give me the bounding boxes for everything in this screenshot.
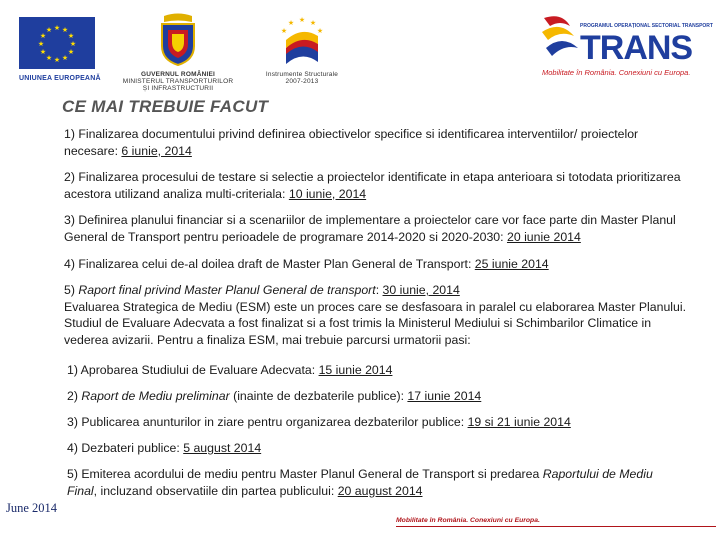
page-title: CE MAI TREBUIE FACUT: [62, 97, 269, 116]
subitem-2-italic: Raport de Mediu preliminar: [81, 389, 230, 403]
list-item: [64, 212, 694, 245]
svg-text:★: ★: [309, 19, 317, 27]
subitem-4-text: 4) Dezbateri publice:: [67, 441, 184, 455]
item-5-prefix: 5): [64, 283, 79, 297]
subitem-5-text: 5) Emiterea acordului de mediu pentru Master Planul General de Transport si predarea: [67, 467, 543, 481]
item-3-date: 20 iunie 2014: [506, 229, 581, 244]
list-item: [67, 388, 697, 405]
pos-caption: PROGRAMUL OPERAȚIONAL SECTORIAL TRANSPORT: [580, 23, 713, 29]
structural-funds-logo: [262, 14, 342, 94]
list-item: [64, 282, 694, 348]
trans-brand: TRANS: [580, 29, 693, 67]
pos-tagline: Mobilitate în România. Conexiuni cu Europa.: [542, 68, 691, 77]
subitem-2-text: (inainte de dezbaterile publice):: [229, 389, 408, 403]
list-item: [67, 414, 697, 431]
svg-text:★: ★: [61, 54, 69, 62]
item-4-text: 4) Finalizarea celui de-al doilea draft de Master Plan General de Transport:: [64, 257, 475, 271]
svg-text:★: ★: [37, 40, 45, 48]
funds-caption-line-1: Instrumente Structurale: [265, 71, 339, 78]
subitem-5-italic: Raportului de Mediu Final: [67, 467, 653, 498]
footer-date: June 2014: [6, 501, 58, 515]
svg-text:★: ★: [39, 48, 47, 56]
pos-transport-logo: [540, 10, 713, 82]
svg-text:★: ★: [69, 40, 77, 48]
item-5-body: Evaluarea Strategica de Mediu (ESM) este un proces care se desfasoara in paralel cu elaborarea Master Planului. Studiul de Evaluare Adecvata a fost finalizat si a fost trimis la Ministerul Mediului si Schimbarilor Climatice in vederea avizarii. Pentru a finaliza ESM, mai trebuie parcursi urmatorii pasi:: [64, 299, 687, 347]
list-item: [64, 126, 694, 159]
subitem-4-date: 5 august 2014: [183, 441, 262, 455]
item-4-date: 25 iunie 2014: [474, 257, 549, 271]
gov-caption-line-2: MINISTERUL TRANSPORTURILOR: [122, 78, 234, 85]
svg-text:★: ★: [316, 27, 324, 35]
svg-text:★: ★: [39, 32, 47, 40]
item-1-date: 6 iunie, 2014: [121, 143, 192, 158]
trans-swirl-icon: [540, 12, 580, 60]
eu-flag-icon: [19, 17, 95, 69]
list-item: [64, 169, 694, 202]
funds-caption-line-2: 2007-2013: [285, 78, 319, 85]
list-item: [67, 440, 697, 457]
item-3-text: 3) Definirea planului financiar si a scenariilor de implementare a proiectelor care vor face parte din Master Planul General de Transport pentru perioadele de programare 2014-2020 si 2020-2030:: [64, 213, 676, 244]
item-5-colon: :: [375, 283, 383, 297]
item-2-text: 2) Finalizarea procesului de testare si selectie a proiectelor identificate in etapa anterioara si totodata prioritizarea acestora utilizand analiza multi-criteriala:: [64, 170, 681, 201]
subitem-1-date: 15 iunie 2014: [318, 363, 393, 377]
svg-text:★: ★: [280, 27, 288, 35]
gov-caption-line-1: GUVERNUL ROMÂNIEI: [140, 71, 216, 78]
item-2-date: 10 iunie, 2014: [288, 186, 367, 201]
item-5-italic: Raport final privind Master Planul General de transport: [78, 283, 376, 297]
subitem-2-prefix: 2): [67, 389, 82, 403]
svg-text:★: ★: [53, 56, 61, 64]
subitem-5-text2: , incluzand observatiile din partea publicului:: [93, 483, 338, 498]
gov-caption-line-3: ȘI INFRASTRUCTURII: [142, 85, 214, 92]
svg-text:★: ★: [45, 54, 53, 62]
svg-text:★: ★: [61, 26, 69, 34]
subitem-2-date: 17 iunie 2014: [407, 389, 482, 403]
government-logo: [118, 12, 238, 92]
svg-text:★: ★: [45, 26, 53, 34]
subitem-3-date: 19 si 21 iunie 2014: [467, 415, 571, 429]
subitem-5-date: 20 august 2014: [337, 483, 423, 498]
item-5-date: 30 iunie, 2014: [382, 283, 460, 297]
svg-text:★: ★: [53, 24, 61, 32]
list-item: [67, 362, 697, 379]
list-item: [67, 466, 667, 499]
svg-text:★: ★: [67, 32, 75, 40]
svg-text:★: ★: [287, 19, 295, 27]
subitem-3-text: 3) Publicarea anunturilor in ziare pentru organizarea dezbaterilor publice:: [67, 415, 468, 429]
eu-label: UNIUNEA EUROPEANĂ: [19, 75, 101, 82]
svg-text:★: ★: [298, 16, 306, 24]
subitem-1-text: 1) Aprobarea Studiului de Evaluare Adecvata:: [67, 363, 319, 377]
list-item: [64, 256, 694, 273]
coat-of-arms-icon: [118, 12, 238, 66]
structural-funds-icon: [262, 14, 342, 66]
item-1-text: 1) Finalizarea documentului privind definirea obiectivelor specifice si identificarea interventiilor/ proiectelor necesare:: [64, 127, 639, 158]
eu-logo: [19, 17, 101, 82]
svg-text:★: ★: [67, 48, 75, 56]
footer-motto: Mobilitate în România. Conexiuni cu Europa.: [396, 517, 716, 527]
